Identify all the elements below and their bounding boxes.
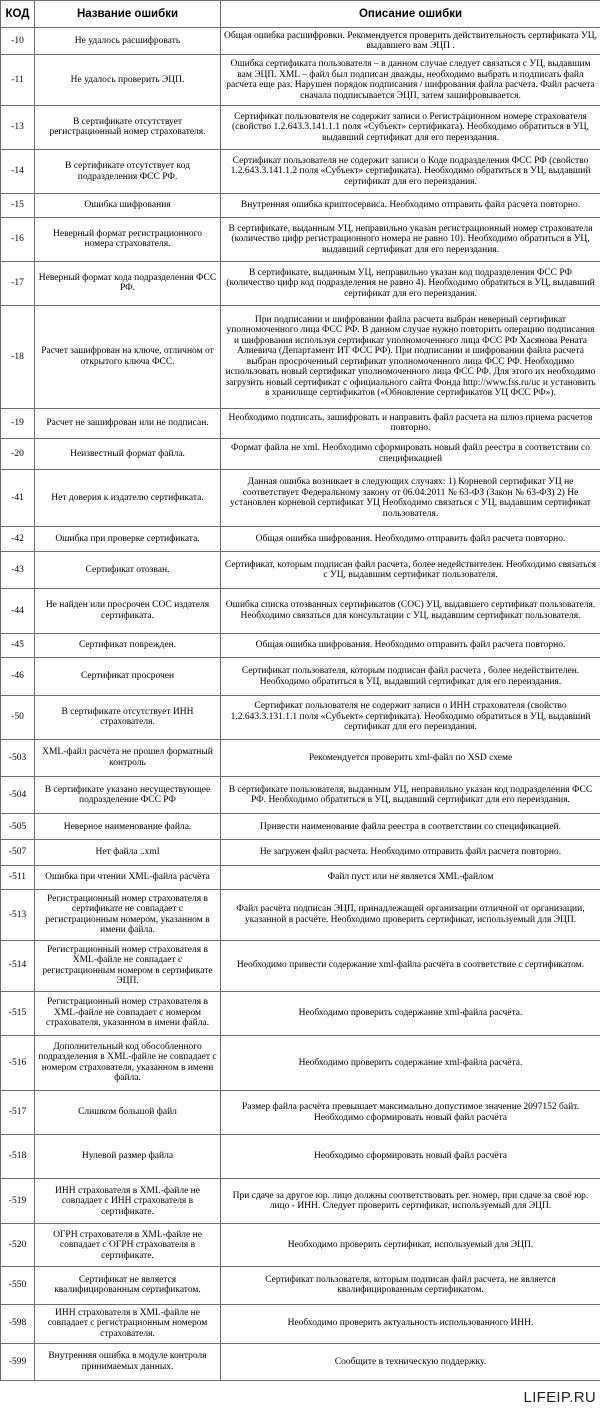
cell-name: В сертификате указано несуществующее подразделение ФСС РФ [35,776,221,813]
table-row [1,776,600,813]
table-row [1,658,600,695]
table-row [1,469,600,527]
header-code: КОД [1,1,35,28]
cell-code: -13 [1,105,35,149]
table-row [1,28,600,55]
cell-name: Регистрационный номер страхователя в XML-файле не совпадает с номером страхователя, указанном в имени файла. [35,991,221,1035]
cell-description: Необходимо проверить актуальность использованного ИНН. [221,1304,600,1343]
table-row [1,814,600,840]
cell-code: -15 [1,194,35,218]
cell-name: Ошибка шифрования [35,194,221,218]
cell-name: Неверное наименование файла. [35,814,221,840]
table-header-row [1,1,600,28]
cell-name: Неверный формат регистрационного номера страхователя. [35,217,221,261]
header-name: Название ошибки [35,1,221,28]
cell-code: -10 [1,28,35,55]
cell-code: -16 [1,217,35,261]
cell-name: Нет доверия к издателю сертификата. [35,469,221,527]
table-row [1,1267,600,1304]
cell-name: XML-файл расчёта не прошел форматный контроль [35,739,221,776]
table-row [1,940,600,991]
cell-code: -18 [1,305,35,408]
table-row [1,866,600,890]
cell-description: Файл расчёта подписан ЭЦП, принадлежащей организации отличной от организации, указанной в расчёте. Необходимо проверить сертификат, используемый для ЭЦП. [221,889,600,940]
cell-description: Ошибка сертификата пользователя – в данном случае следует связаться с УЦ, выдавшим вам ЭЦП. XML – файл был подписан дважды, необходимо выбрать и подписать файл расчета еще раз. Нарушен порядок подписания / шифрования файла расчета. Файл расчета сначала подписывается ЭЦП, затем зашифровывается. [221,55,600,106]
table-row [1,633,600,658]
cell-description: Ошибка списка отозванных сертификатов (СОС) УЦ, выдавшего сертификат пользователя. Необходимо связаться для консультации с УЦ, выдавшим сертификат пользователя. [221,589,600,633]
cell-code: -503 [1,739,35,776]
cell-description: Сертификат пользователя не содержит записи о Коде подразделения ФСС РФ (свойство 1.2.643.3.141.1.2 поля «Субъект» сертификата). Необходимо обратиться в УЦ, выдавший сертификат для его переиздания. [221,150,600,194]
table-row [1,105,600,149]
cell-description: Рекомендуется проверить xml-файл по XSD схеме [221,739,600,776]
cell-description: Файл пуст или не является XML-файлом [221,866,600,890]
cell-code: -14 [1,150,35,194]
cell-description: Не загружен файл расчета. Необходимо отправить файл расчета повторно. [221,840,600,866]
cell-description: Привести наименование файла реестра в соответствии со спецификацией. [221,814,600,840]
cell-code: -19 [1,408,35,439]
cell-description: Данная ошибка возникает в следующих случаях: 1) Корневой сертификат УЦ не соответствует Федеральному закону от 06.04.2011 № 63-ФЗ (Закон № 63-ФЗ) 2) Не установлен корневой сертификат УЦ Необходимо связаться с УЦ, выдавшим сертификат пользователя. [221,469,600,527]
cell-code: -598 [1,1304,35,1343]
cell-name: Сертификат не является квалифицированным сертификатом. [35,1267,221,1304]
cell-name: Неизвестный формат файла. [35,439,221,470]
table-row [1,552,600,589]
cell-code: -11 [1,55,35,106]
table-row [1,305,600,408]
table-row [1,1179,600,1224]
table-row [1,1343,600,1380]
cell-code: -516 [1,1035,35,1090]
cell-description: В сертификате пользователя, выданным УЦ, неправильно указан код подразделения ФСС РФ. Необходимо обратиться в УЦ, выдавший сертификат для его переиздания. [221,776,600,813]
table-row [1,150,600,194]
table-row [1,991,600,1035]
cell-code: -518 [1,1135,35,1179]
table-row [1,194,600,218]
cell-code: -520 [1,1224,35,1267]
table-body [1,28,600,1381]
cell-name: В сертификате отсутствует регистрационный номер страхователя. [35,105,221,149]
cell-name: Расчет не зашифрован или не подписан. [35,408,221,439]
cell-code: -517 [1,1091,35,1135]
cell-code: -550 [1,1267,35,1304]
cell-name: Дополнительный код обособленного подразделения в XML-файле не совпадает с номером страхователя, указанном в имени файла. [35,1035,221,1090]
cell-name: Регистрационный номер страхователя в сертификате не совпадает с регистрационным номером, указанном в имени файла. [35,889,221,940]
cell-name: Ошибка при чтении XML-файла расчёта [35,866,221,890]
cell-name: Слишком большой файл [35,1091,221,1135]
cell-description: В сертификате, выданным УЦ, неправильно указан регистрационный номер страхователя (количество цифр регистрационного номера не равно 10). Необходимо обратиться в УЦ, выдавший сертификат для его переиздания. [221,217,600,261]
cell-name: Расчет зашифрован на ключе, отличном от открытого ключа ФСС. [35,305,221,408]
cell-code: -511 [1,866,35,890]
cell-name: Внутренняя ошибка в модуле контроля принимаемых данных. [35,1343,221,1380]
table-row [1,527,600,552]
cell-name: В сертификате отсутствует ИНН страхователя. [35,695,221,739]
cell-description: Общая ошибка шифрования. Необходимо отправить файл расчета повторно. [221,633,600,658]
cell-code: -513 [1,889,35,940]
table-row [1,261,600,305]
cell-description: Внутренняя ошибка криптосервиса. Необходимо отправить файл расчета повторно. [221,194,600,218]
cell-code: -17 [1,261,35,305]
cell-code: -46 [1,658,35,695]
cell-description: Общая ошибка шифрования. Необходимо отправить файл расчета повторно. [221,527,600,552]
cell-name: Не удалось проверить ЭЦП. [35,55,221,106]
cell-description: Сертификат пользователя не содержит записи о Регистрационном номере страхователя (свойство 1.2.643.3.141.1.1 поля «Субъект» сертификата). Необходимо обратиться в УЦ, выдавший сертификат для его переиздания. [221,105,600,149]
table-row [1,739,600,776]
site-watermark: LIFEIP.RU [523,1389,596,1406]
cell-name: Сертификат просрочен [35,658,221,695]
cell-code: -514 [1,940,35,991]
cell-name: Ошибка при проверке сертификата. [35,527,221,552]
cell-code: -519 [1,1179,35,1224]
cell-name: Не удалось расшифровать [35,28,221,55]
cell-description: Необходимо проверить содержание xml-файла расчёта. [221,1035,600,1090]
header-description: Описание ошибки [221,1,600,28]
cell-name: Регистрационный номер страхователя в XML-файле не совпадает с регистрационным номером в сертификате ЭЦП. [35,940,221,991]
cell-description: Сообщите в техническую поддержку. [221,1343,600,1380]
table-row [1,408,600,439]
cell-code: -505 [1,814,35,840]
cell-name: ОГРН страхователя в XML-файле не совпадает с ОГРН страхователя в сертификате. [35,1224,221,1267]
cell-code: -42 [1,527,35,552]
cell-name: Нет файла ..xml [35,840,221,866]
cell-code: -599 [1,1343,35,1380]
table-row [1,55,600,106]
cell-description: При подписании и шифровании файла расчета выбран неверный сертификат уполномоченного лица ФСС РФ. В данном случае нужно повторить операцию подписания и шифрования используя сертификат уполномоченного лица ФСС РФ Хасянова Рената Алиевича (Департамент ИТ ФСС РФ). При подписании и шифровании файла расчета выбран просроченный сертификат уполномоченного лица ФСС РФ. Необходимо использовать новый сертификат уполномоченного лица ФСС РФ. Для этого их необходимо загрузить новый сертификат с официального сайта Фонда http://www.fss.ru/uc и установить в хранилище сертификатов («Обновление сертификатов УЦ ФСС РФ»). [221,305,600,408]
table-row [1,1224,600,1267]
table-row [1,695,600,739]
table-row [1,439,600,470]
cell-description: При сдаче за другое юр. лицо должны соответствовать рег. номер, при сдаче за своё юр. лицо - ИНН. Следует проверить сертификат, используемый для ЭЦП. [221,1179,600,1224]
cell-name: ИНН страхователя в XML-файле не совпадает с регистрационным номером страхователя. [35,1304,221,1343]
table-row [1,589,600,633]
table-row [1,1304,600,1343]
cell-description: Сертификат пользователя, которым подписан файл расчета , более недействителен. Необходимо обратиться в УЦ, выдавший сертификат для его переиздания. [221,658,600,695]
cell-code: -504 [1,776,35,813]
table-row [1,217,600,261]
cell-name: В сертификате отсутствует код подразделения ФСС РФ. [35,150,221,194]
cell-description: Сертификат пользователя, которым подписан файл расчета, не является квалифицированным сертификатом. [221,1267,600,1304]
table-row [1,1091,600,1135]
cell-description: Необходимо привести содержание xml-файла расчёта в соответствие с сертификатом. [221,940,600,991]
cell-description: Необходимо проверить содержание xml-файла расчёта. [221,991,600,1035]
cell-description: Сертификат, которым подписан файл расчета, более недействителен. Необходимо связаться с УЦ, выдавшим сертификат пользователя. [221,552,600,589]
cell-description: Сертификат пользователя не содержит записи о ИНН страхователя (свойство 1.2.643.3.131.1.1 поля «Субъект» сертификата). Необходимо обратиться в УЦ, выдавший сертификат для его переиздания. [221,695,600,739]
cell-description: Формат файла не xml. Необходимо сформировать новый файл реестра в соответствии со спецификацией [221,439,600,470]
cell-code: -515 [1,991,35,1035]
cell-description: Общая ошибка расшифровки. Рекомендуется проверить действительность сертификата УЦ, выдавшего вам ЭЦП . [221,28,600,55]
cell-code: -41 [1,469,35,527]
cell-code: -44 [1,589,35,633]
cell-code: -43 [1,552,35,589]
table-row [1,1135,600,1179]
cell-description: Размер файла расчёта превышает максимально допустимое значение 2097152 байт. Необходимо сформировать новый файл расчёта [221,1091,600,1135]
table-row [1,889,600,940]
cell-code: -507 [1,840,35,866]
cell-name: Неверный формат кода подразделения ФСС РФ. [35,261,221,305]
cell-name: ИНН страхователя в XML-файле не совпадает с ИНН страхователя в сертификате. [35,1179,221,1224]
cell-name: Сертификат поврежден. [35,633,221,658]
cell-description: Необходимо подписать, зашифровать и направить файл расчета на шлюз приема расчетов повторно. [221,408,600,439]
cell-description: Необходимо проверить сертификат, используемый для ЭЦП. [221,1224,600,1267]
cell-code: -20 [1,439,35,470]
cell-code: -45 [1,633,35,658]
cell-name: Нулевой размер файла [35,1135,221,1179]
cell-code: -50 [1,695,35,739]
cell-description: В сертификате, выданным УЦ, неправильно указан код подразделения ФСС РФ (количество цифр код подразделения не равно 4). Необходимо обратиться в УЦ, выдавший сертификат для его переиздания. [221,261,600,305]
cell-name: Не найден или просрочен СОС издателя сертификата. [35,589,221,633]
cell-description: Необходимо сформировать новый файл расчёта [221,1135,600,1179]
table-row [1,840,600,866]
cell-name: Сертификат отозван. [35,552,221,589]
table-row [1,1035,600,1090]
